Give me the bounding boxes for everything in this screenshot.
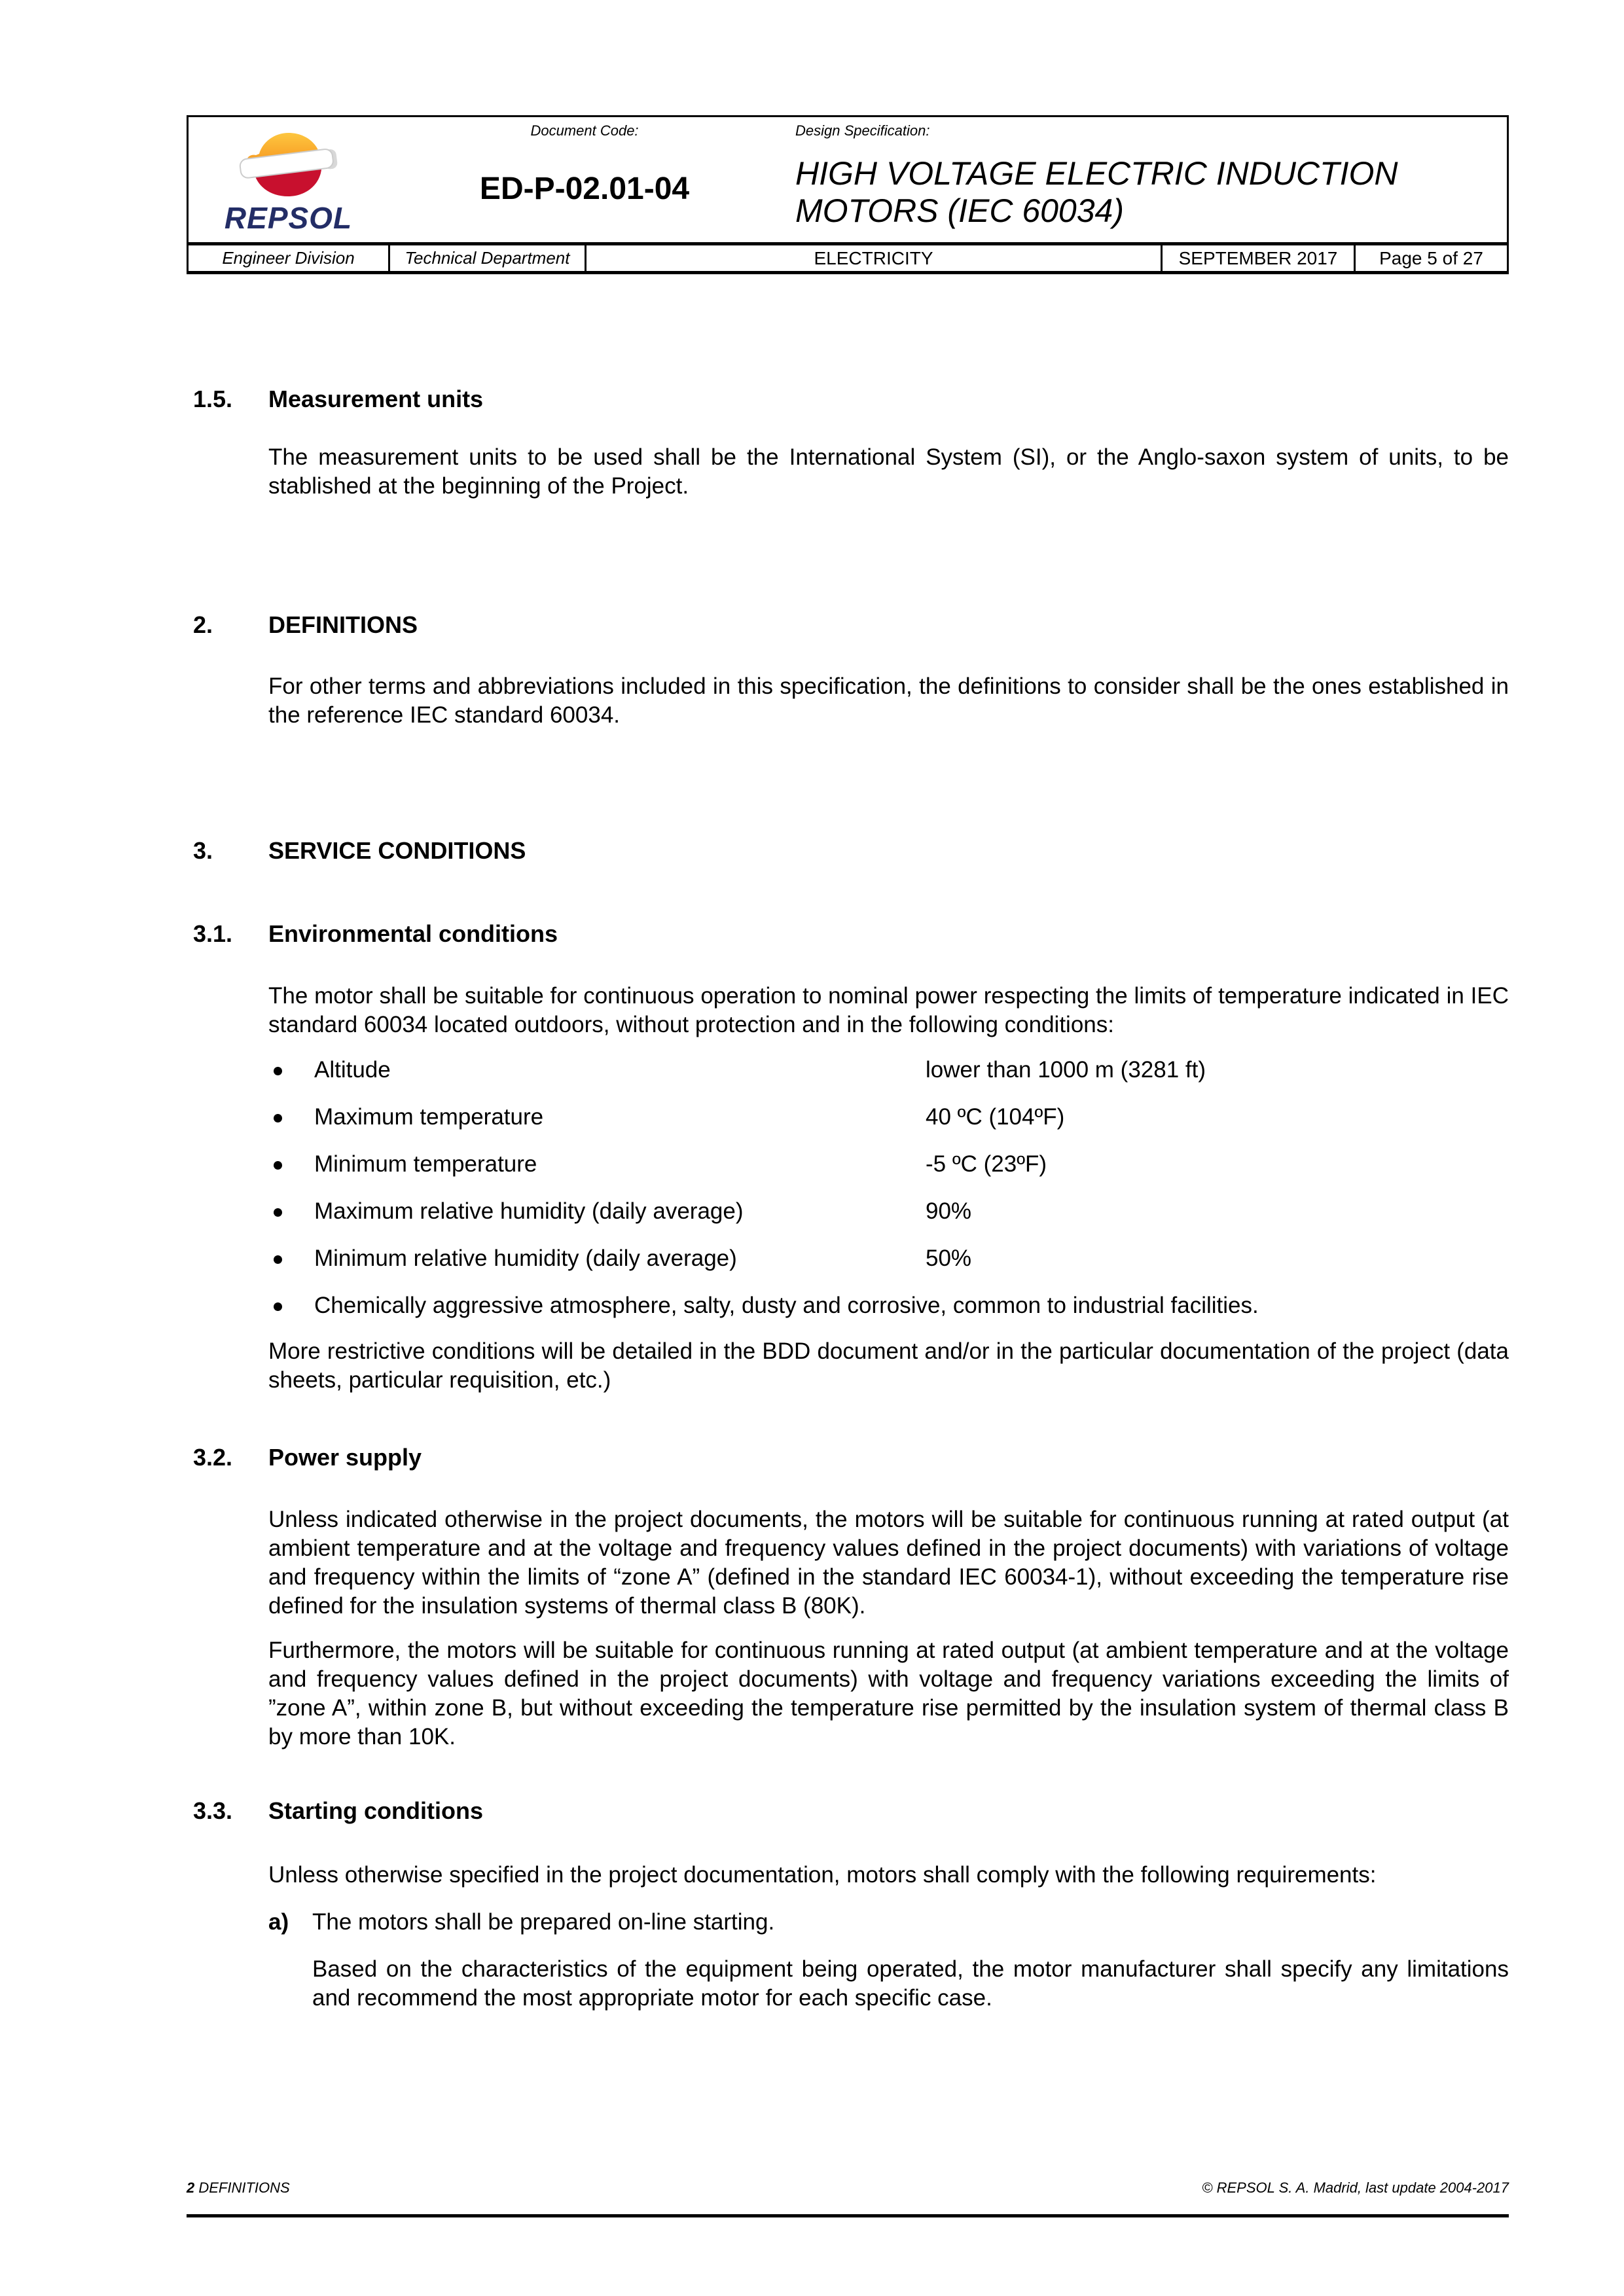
condition-label: Minimum relative humidity (daily average): [314, 1246, 737, 1271]
footer-section-label: DEFINITIONS: [198, 2179, 290, 2196]
section-3-3-item-a-detail: [187, 1955, 1509, 2013]
list-marker: a): [268, 1909, 289, 1935]
section-title: Environmental conditions: [268, 920, 558, 947]
section-3-1-note: [187, 1337, 1509, 1395]
section-number: 3.2.: [193, 1444, 233, 1471]
paragraph: For other terms and abbreviations included in this specification, the definitions to consider shall be the ones established in the reference IEC standard 60034.: [268, 673, 1509, 728]
section-2-heading: [187, 611, 1509, 639]
paragraph: Unless otherwise specified in the project documentation, motors shall comply with the following requirements:: [268, 1862, 1377, 1888]
section-3-3-item-a: [187, 1908, 1509, 1937]
condition-value: 40 ºC (104ºF): [926, 1104, 1065, 1130]
section-title: Power supply: [268, 1444, 422, 1471]
section-title: DEFINITIONS: [268, 611, 418, 638]
section-number: 3.: [193, 837, 213, 864]
list-item: [268, 1150, 1509, 1179]
section-number: 1.5.: [193, 386, 233, 412]
section-title: SERVICE CONDITIONS: [268, 837, 526, 864]
repsol-logo-icon: [236, 130, 341, 199]
section-title: Measurement units: [268, 386, 484, 412]
list-item: [268, 1291, 1509, 1320]
design-spec-cell: [781, 117, 1507, 242]
document-title: HIGH VOLTAGE ELECTRIC INDUCTION MOTORS (IEC 60034): [795, 155, 1398, 229]
section-3-2-paragraph-1: [187, 1505, 1509, 1621]
paragraph: Based on the characteristics of the equipment being operated, the motor manufacturer shall specify any limitations and recommend the most appropriate motor for each specific case.: [312, 1956, 1509, 2011]
footer-section-reference: [187, 2179, 290, 2197]
repsol-wordmark: REPSOL: [224, 201, 353, 235]
condition-label: Maximum relative humidity (daily average): [314, 1198, 744, 1224]
footer-copyright: © REPSOL S. A. Madrid, last update 2004-2017: [1202, 2179, 1509, 2196]
list-item: [268, 1244, 1509, 1273]
paragraph: More restrictive conditions will be detailed in the BDD document and/or in the particular documentation of the project (data sheets, particular requisition, etc.): [268, 1338, 1509, 1393]
condition-label: Maximum temperature: [314, 1104, 544, 1130]
condition-value: lower than 1000 m (3281 ft): [926, 1057, 1206, 1083]
section-3-1-intro: [187, 982, 1509, 1039]
section-3-1-heading: [187, 920, 1509, 948]
section-1-5-body: [187, 443, 1509, 501]
condition-value: 50%: [926, 1246, 972, 1271]
document-code: ED-P-02.01-04: [479, 171, 690, 206]
environmental-conditions-list: [187, 1056, 1509, 1338]
condition-label: Minimum temperature: [314, 1151, 537, 1177]
footer-section-number: 2: [187, 2179, 195, 2196]
section-number: 2.: [193, 611, 213, 638]
header-bottom-row: [189, 242, 1507, 271]
section-3-2-paragraph-2: [187, 1636, 1509, 1751]
section-2-body: [187, 672, 1509, 730]
page-footer: [187, 2179, 1509, 2197]
list-item-text: The motors shall be prepared on-line starting.: [312, 1909, 775, 1935]
document-code-label: Document Code:: [530, 122, 639, 139]
design-spec-label: Design Specification:: [795, 122, 930, 139]
paragraph: The motor shall be suitable for continuous operation to nominal power respecting the limits of temperature indicated in IEC standard 60034 located outdoors, without protection and in the following conditions:: [268, 983, 1509, 1037]
paragraph: Furthermore, the motors will be suitable for continuous running at rated output (at ambient temperature and at the voltage and frequency values defined in the project documents) with voltage and frequency variations exceeding the limits of ”zone A”, within zone B, but without exceeding the temperature rise permitted by the insulation system of thermal class B by more than 10K.: [268, 1638, 1509, 1749]
paragraph: Unless indicated otherwise in the project documents, the motors will be suitable for continuous running at rated output (at ambient temperature and at the voltage and frequency values defined in the project documents) with variations of voltage and frequency within the limits of “zone A” (defined in the standard IEC 60034-1), without exceeding the temperature rise defined for the insulation systems of thermal class B (80K).: [268, 1507, 1509, 1619]
header-top-row: [189, 117, 1507, 242]
logo-cell: [189, 117, 388, 242]
list-item: [268, 1103, 1509, 1132]
condition-value: 90%: [926, 1198, 972, 1224]
footer-rule: [187, 2214, 1509, 2217]
section-3-3-heading: [187, 1797, 1509, 1825]
discipline-cell: ELECTRICITY: [585, 245, 1161, 271]
section-title: Starting conditions: [268, 1797, 483, 1824]
condition-label: Chemically aggressive atmosphere, salty, dusty and corrosive, common to industrial facilities.: [314, 1293, 1259, 1318]
section-number: 3.3.: [193, 1797, 233, 1824]
paragraph: The measurement units to be used shall be the International System (SI), or the Anglo-saxon system of units, to be stablished at the beginning of the Project.: [268, 444, 1509, 499]
section-3-heading: [187, 836, 1509, 865]
section-3-3-intro: [187, 1861, 1509, 1890]
section-1-5-heading: [187, 385, 1509, 414]
document-code-cell: [388, 117, 781, 242]
section-number: 3.1.: [193, 920, 233, 947]
document-header-table: [187, 115, 1509, 274]
page-number-cell: Page 5 of 27: [1354, 245, 1507, 271]
department-cell: Technical Department: [388, 245, 585, 271]
condition-value: -5 ºC (23ºF): [926, 1151, 1047, 1177]
list-item: [268, 1056, 1509, 1085]
section-3-2-heading: [187, 1443, 1509, 1472]
list-item: [268, 1197, 1509, 1226]
condition-label: Altitude: [314, 1057, 391, 1083]
date-cell: SEPTEMBER 2017: [1161, 245, 1354, 271]
division-cell: Engineer Division: [222, 248, 355, 268]
